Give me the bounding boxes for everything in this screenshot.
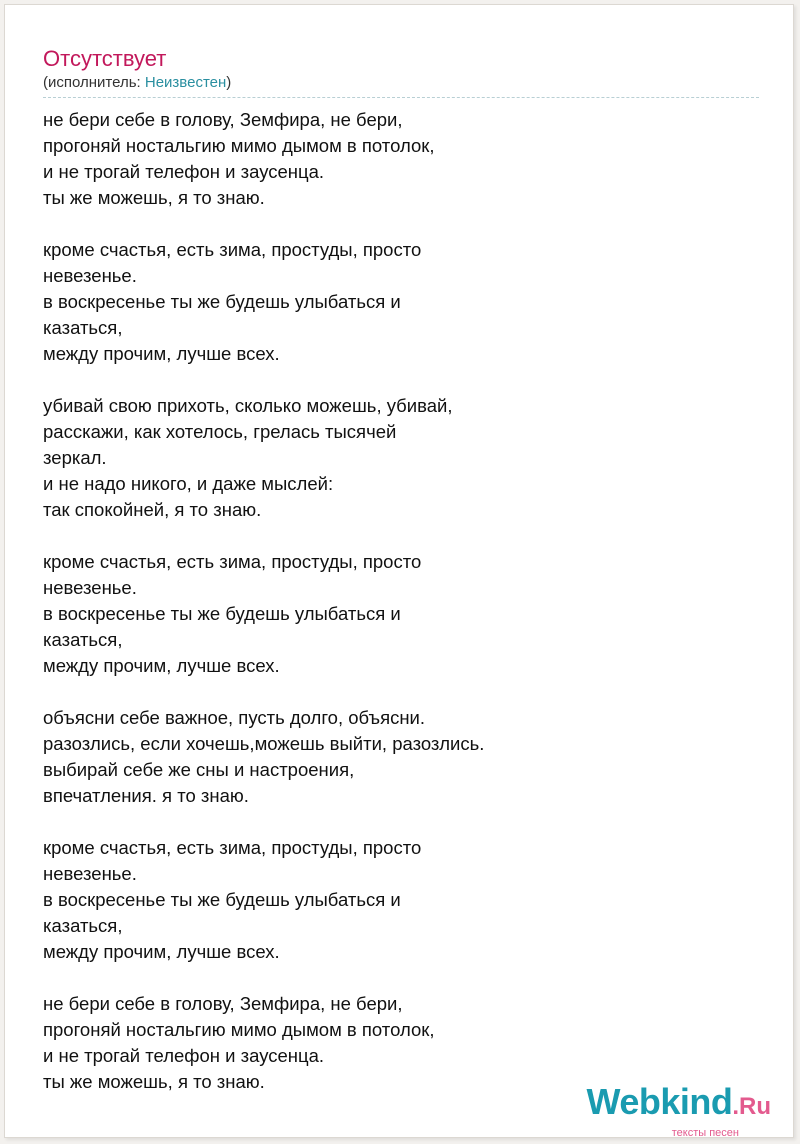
- lyric-line: ты же можешь, я то знаю.: [43, 1071, 265, 1092]
- lyric-line: выбирай себе же сны и настроения,: [43, 759, 355, 780]
- performer-prefix: (исполнитель:: [43, 74, 145, 91]
- lyric-line: прогоняй ностальгию мимо дымом в потолок,: [43, 135, 435, 156]
- lyrics-stanza: [43, 705, 763, 809]
- lyric-line: впечатления. я то знаю.: [43, 785, 249, 806]
- logo-tld: .Ru: [732, 1093, 771, 1120]
- lyrics-text: [43, 107, 763, 1121]
- lyric-line: между прочим, лучше всех.: [43, 343, 280, 364]
- lyrics-stanza: [43, 237, 763, 367]
- lyric-line: прогоняй ностальгию мимо дымом в потолок,: [43, 1019, 435, 1040]
- lyric-line: ты же можешь, я то знаю.: [43, 187, 265, 208]
- lyric-line: и не трогай телефон и заусенца.: [43, 1045, 325, 1066]
- lyric-line: в воскресенье ты же будешь улыбаться и: [43, 291, 401, 312]
- lyric-line: убивай свою прихоть, сколько можешь, убивай,: [43, 395, 453, 416]
- song-title: Отсутствует: [43, 46, 167, 71]
- lyric-line: так спокойней, я то знаю.: [43, 499, 262, 520]
- site-logo[interactable]: [581, 1081, 771, 1138]
- lyric-line: и не трогай телефон и заусенца.: [43, 161, 325, 182]
- lyric-line: невезенье.: [43, 863, 137, 884]
- performer-suffix: ): [226, 74, 232, 91]
- lyrics-stanza: [43, 393, 763, 523]
- lyric-line: между прочим, лучше всех.: [43, 941, 280, 962]
- lyric-line: казаться,: [43, 317, 123, 338]
- lyric-line: кроме счастья, есть зима, простуды, просто: [43, 239, 422, 260]
- performer-link[interactable]: Неизвестен: [144, 74, 227, 91]
- lyric-line: в воскресенье ты же будешь улыбаться и: [43, 603, 401, 624]
- lyric-line: разозлись, если хочешь,можешь выйти, разозлись.: [43, 733, 485, 754]
- lyric-line: между прочим, лучше всех.: [43, 655, 280, 676]
- lyrics-stanza: [43, 835, 763, 965]
- lyrics-stanza: [43, 549, 763, 679]
- lyric-line: казаться,: [43, 629, 123, 650]
- lyric-line: казаться,: [43, 915, 123, 936]
- lyric-line: расскажи, как хотелось, грелась тысячей: [43, 421, 397, 442]
- logo-wordmark: [581, 1081, 771, 1127]
- lyrics-stanza: [43, 107, 763, 211]
- lyric-line: зеркал.: [43, 447, 107, 468]
- lyric-line: объясни себе важное, пусть долго, объясни.: [43, 707, 426, 728]
- lyrics-page: [4, 4, 794, 1138]
- lyric-line: и не надо никого, и даже мыслей:: [43, 473, 334, 494]
- lyrics-stanza: [43, 991, 763, 1095]
- lyric-line: невезенье.: [43, 577, 137, 598]
- logo-word: Webkind: [586, 1081, 733, 1122]
- lyric-line: кроме счастья, есть зима, простуды, просто: [43, 551, 422, 572]
- lyric-line: кроме счастья, есть зима, простуды, просто: [43, 837, 422, 858]
- logo-tagline: тексты песен: [671, 1127, 739, 1138]
- lyric-line: не бери себе в голову, Земфира, не бери,: [43, 109, 403, 130]
- lyric-line: в воскресенье ты же будешь улыбаться и: [43, 889, 401, 910]
- lyric-line: не бери себе в голову, Земфира, не бери,: [43, 993, 403, 1014]
- performer-line: [43, 73, 759, 93]
- song-header: [43, 45, 759, 98]
- lyric-line: невезенье.: [43, 265, 137, 286]
